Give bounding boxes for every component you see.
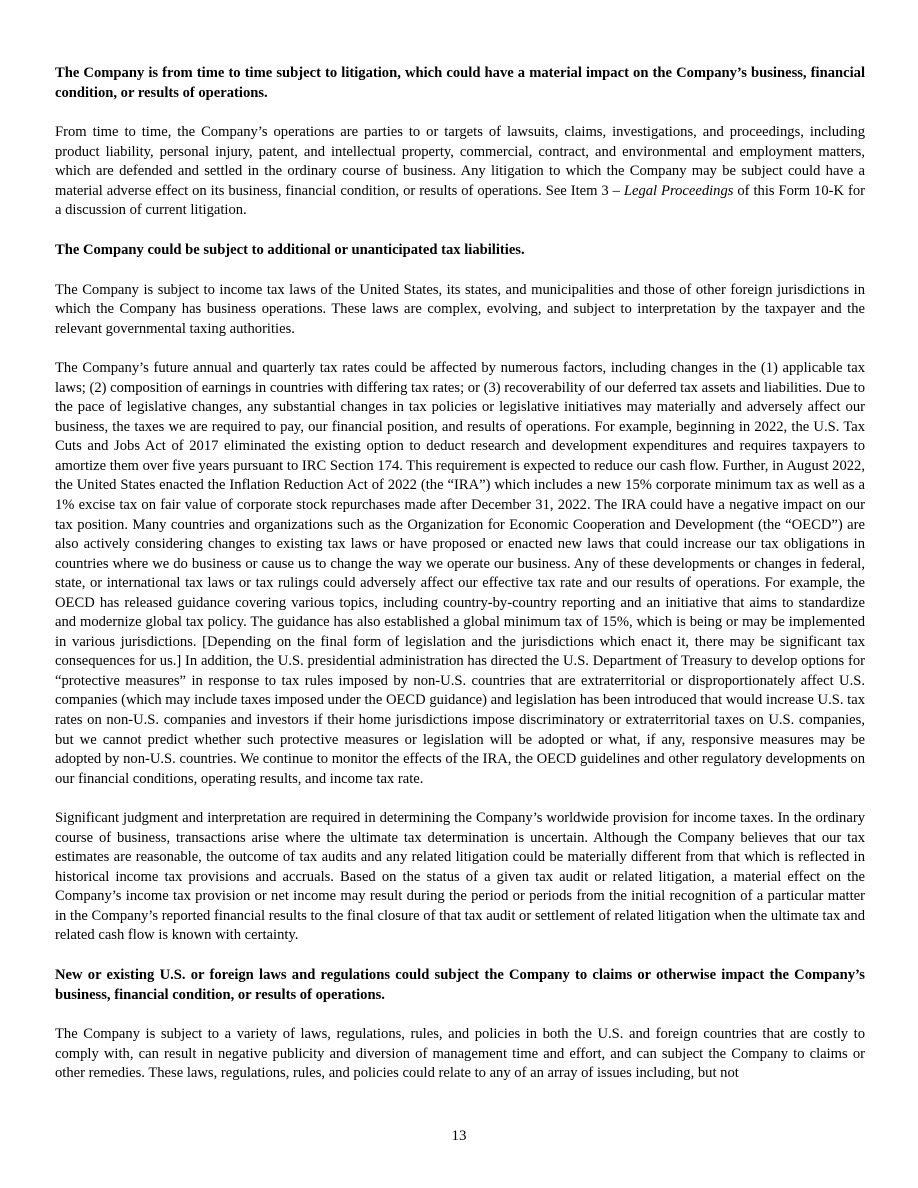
- tax-judgment-paragraph: Significant judgment and interpretation are required in determining the Company’s worldwide provision for income taxes. In the ordinary course of business, transactions arise where the ultimate tax determination is uncertain. Although the Company believes that our tax estimates are reasonable, the outcome of tax audits and any related litigation could be materially different from that which is reflected in historical income tax provisions and accruals. Based on the status of a given tax audit or related litigation, a material effect on the Company’s income tax provision or net income may result during the period or periods from the initial recognition of a particular matter in the Company’s reported financial results to the final closure of that tax audit or settlement of related litigation when the ultimate tax and related cash flow is known with certainty.: [55, 810, 865, 944]
- litigation-text-start: From time to time, the Company’s operations are parties to or targets of lawsuits, claims, investigations, and proceedings, including product liability, personal injury, patent, and intellectual property, commercial, contract, and environmental and employment matters, which are defended and settled in the ordinary course of business. Any litigation to which the Company may be subject could have a material adverse effect on its business, financial condition, or results of operations. See Item 3 –: [55, 124, 865, 199]
- laws-regulations-paragraph: The Company is subject to a variety of laws, regulations, rules, and policies in both the U.S. and foreign countries that are costly to comply with, can result in negative publicity and diversion of management time and effort, and can subject the Company to claims or other remedies. These laws, regulations, rules, and policies could relate to any of an array of issues including, but not: [55, 1026, 865, 1082]
- page-number: 13: [451, 1128, 467, 1144]
- tax-laws-paragraph: The Company is subject to income tax laws of the United States, its states, and municipalities and those of other foreign jurisdictions in which the Company has business operations. These laws are complex, evolving, and subject to interpretation by the taxpayer and the relevant governmental taxing authorities.: [55, 281, 865, 337]
- legal-proceedings-reference: Legal Proceedings: [623, 182, 734, 199]
- litigation-text-end: of this Form 10-K for a discussion of current litigation.: [55, 182, 866, 219]
- document-page: [55, 64, 865, 1104]
- litigation-risk-paragraph: [55, 123, 865, 221]
- tax-rates-paragraph: The Company’s future annual and quarterly tax rates could be affected by numerous factors, including changes in the (1) applicable tax laws; (2) composition of earnings in countries with differing tax rates; or (3) recoverability of our deferred tax assets and liabilities. Due to the pace of legislative changes, any substantial changes in tax policies or legislative initiatives may materially and adversely affect our business, the taxes we are required to pay, our financial position, and results of operations. For example, beginning in 2022, the U.S. Tax Cuts and Jobs Act of 2017 eliminated the existing option to deduct research and development expenditures and requires taxpayers to amortize them over five years pursuant to IRC Section 174. This requirement is expected to reduce our cash flow. Further, in August 2022, the United States enacted the Inflation Reduction Act of 2022 (the “IRA”) which includes a new 15% corporate minimum tax as well as a 1% excise tax on fair value of corporate stock repurchases made after December 31, 2022. The IRA could have a negative impact on our tax position. Many countries and organizations such as the Organization for Economic Cooperation and Development (the “OECD”) are also actively considering changes to existing tax laws or have proposed or enacted new laws that could increase our tax obligations in countries where we do business or cause us to change the way we operate our business. Any of these developments or changes in federal, state, or international tax laws or tax rulings could adversely affect our effective tax rate and our results of operations. For example, the OECD has released guidance covering various topics, including country-by-country reporting and an initiative that aims to standardize and modernize global tax policy. The guidance has also established a global minimum tax of 15%, which is being or may be implemented in various jurisdictions. [Depending on the final form of legislation and the jurisdictions which enact it, there may be significant tax consequences for us.] In addition, the U.S. presidential administration has directed the U.S. Department of Treasury to develop options for “protective measures” in response to tax rules imposed by non-U.S. countries that are extraterritorial or disproportionately affect U.S. companies (which may include taxes imposed under the OECD guidance) and legislation has been introduced that would increase U.S. tax rates on non-U.S. companies and investors if their home jurisdictions impose discriminatory or extraterritorial taxes on U.S. companies, but we cannot predict whether such protective measures or legislation will be adopted or what, if any, responsive measures may be adopted by non-U.S. countries. We continue to monitor the effects of the IRA, the OECD guidelines and other regulatory developments on our financial conditions, operating results, and income tax rate.: [55, 360, 865, 787]
- litigation-risk-heading: The Company is from time to time subject to litigation, which could have a material impact on the Company’s business, financial condition, or results of operations.: [55, 65, 865, 101]
- tax-liabilities-heading: The Company could be subject to additional or unanticipated tax liabilities.: [55, 241, 525, 258]
- laws-regulations-heading: New or existing U.S. or foreign laws and regulations could subject the Company to claims or otherwise impact the Company’s business, financial condition, or results of operations.: [55, 967, 865, 1003]
